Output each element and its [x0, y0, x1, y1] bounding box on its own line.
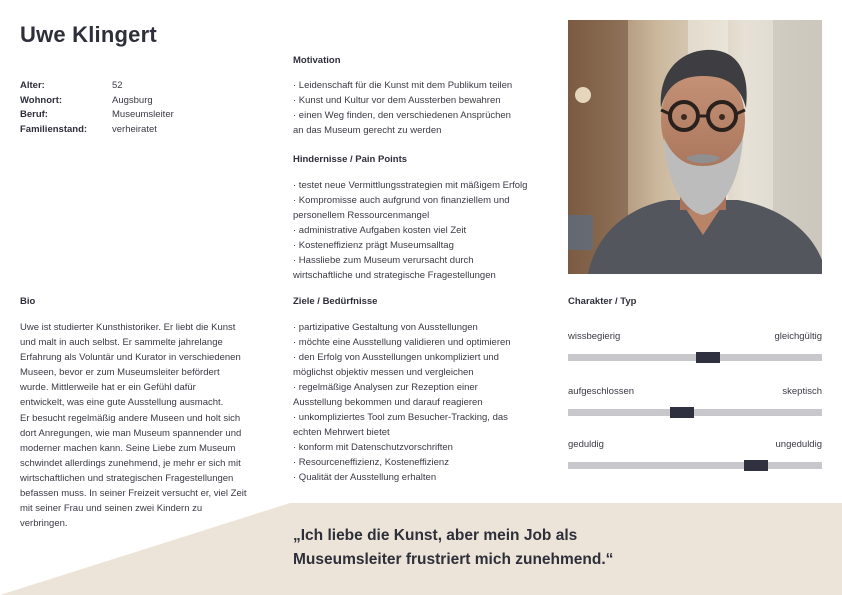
fact-row: [20, 108, 174, 123]
bio-line: Museen, bevor er zum Museumsleiter befördert: [20, 367, 220, 379]
list-item: · Kosteneffizienz prägt Museumsalltag: [293, 240, 454, 251]
fact-row: [20, 94, 174, 109]
character-slider: [568, 331, 822, 361]
list-item: · testet neue Vermittlungsstrategien mit mäßigem Erfolg: [293, 180, 528, 191]
list-item: · Qualität der Ausstellung erhalten: [293, 472, 437, 483]
bio-line: Erfahrung als Voluntär und Kurator in verschiedenen: [20, 352, 241, 364]
list-item: · Leidenschaft für die Kunst mit dem Publikum teilen: [293, 80, 513, 91]
bio-line: Uwe ist studierter Kunsthistoriker. Er liebt die Kunst: [20, 322, 236, 333]
slider-track: [568, 354, 822, 361]
list-item: · Kompromisse auch aufgrund von finanziellem und: [293, 195, 510, 206]
bio-line: mit seiner Frau und seinen zwei Kindern zu: [20, 503, 203, 515]
bio-line: dort Anregungen, wie man Museum spannender und: [20, 427, 242, 439]
list-item: · unkompliziertes Tool zum Besucher-Tracking, das: [293, 412, 508, 423]
fact-label: Alter:: [20, 80, 45, 91]
fact-label: Wohnort:: [20, 94, 63, 106]
character-slider: [568, 439, 822, 469]
list-item: möglichst objektiv messen und vergleichen: [293, 367, 474, 378]
slider-labels: [568, 439, 822, 450]
fact-value: verheiratet: [112, 123, 157, 135]
persona-photo: [568, 20, 822, 274]
list-item: echten Mehrwert bietet: [293, 427, 390, 438]
list-item: · Resourceneffizienz, Kosteneffizienz: [293, 457, 449, 468]
slider-labels: [568, 386, 822, 397]
slider-left-label: geduldig: [568, 439, 604, 450]
motivation-list: [293, 78, 512, 138]
portrait-illustration: [568, 20, 822, 274]
bio-text: [20, 320, 247, 531]
bio-line: befassen muss. In seiner Freizeit versucht er, viel Zeit: [20, 488, 247, 500]
fact-value: Museumsleiter: [112, 109, 174, 120]
list-item: · den Erfolg von Ausstellungen unkompliziert und: [293, 352, 499, 363]
quote-line: Museumsleiter frustriert mich zunehmend.“: [293, 551, 614, 568]
slider-right-label: gleichgültig: [774, 331, 822, 342]
fact-value: 52: [112, 80, 123, 91]
motivation-heading: Motivation: [293, 55, 341, 66]
slider-knob: [744, 460, 768, 471]
bio-line: Er besucht regelmäßig andere Museen und holt sich: [20, 412, 241, 424]
bio-line: und malt in auch selbst. Er sammelte jahrelange: [20, 337, 223, 349]
list-item: · regelmäßige Analysen zur Rezeption einer: [293, 382, 478, 393]
pain-points-heading: Hindernisse / Pain Points: [293, 154, 408, 165]
slider-track: [568, 409, 822, 416]
slider-left-label: wissbegierig: [568, 331, 621, 342]
bio-line: schwindet allerdings zunehmend, je mehr er sich mit: [20, 457, 241, 469]
bio-line: wirtschaftlichen und strategischen Fragestellungen: [20, 472, 234, 484]
persona-facts: [20, 79, 174, 137]
slider-right-label: ungeduldig: [775, 439, 822, 450]
slider-knob: [696, 352, 720, 363]
list-item: an das Museum gerecht zu werden: [293, 125, 442, 136]
slider-track: [568, 462, 822, 469]
bio-heading: Bio: [20, 296, 36, 307]
quote-line: „Ich liebe die Kunst, aber mein Job als: [293, 527, 578, 544]
fact-label: Familienstand:: [20, 123, 88, 135]
list-item: personellem Ressourcenmangel: [293, 210, 430, 221]
bio-line: entwickelt, was eine gute Ausstellung ausmacht.: [20, 397, 224, 409]
fact-label: Beruf:: [20, 109, 48, 120]
slider-left-label: aufgeschlossen: [568, 386, 635, 397]
goals-list: [293, 320, 511, 485]
list-item: · Hassliebe zum Museum verursacht durch: [293, 255, 474, 266]
list-item: · partizipative Gestaltung von Ausstellungen: [293, 322, 478, 333]
bio-line: moderner machen kann. Seine Liebe zum Museum: [20, 442, 236, 454]
persona-name: Uwe Klingert: [20, 22, 157, 47]
fact-row: [20, 79, 174, 94]
bio-line: verbringen.: [20, 518, 68, 530]
pain-points-list: [293, 178, 527, 283]
list-item: · konform mit Datenschutzvorschriften: [293, 442, 453, 453]
list-item: wirtschaftliche und strategische Fragestellungen: [293, 270, 496, 281]
list-item: · einen Weg finden, den verschiedenen Ansprüchen: [293, 110, 511, 121]
goals-heading: Ziele / Bedürfnisse: [293, 296, 378, 307]
slider-labels: [568, 331, 822, 342]
list-item: · möchte eine Ausstellung validieren und optimieren: [293, 337, 511, 348]
bio-line: wurde. Mittlerweile hat er ein Gefühl dafür: [20, 382, 196, 394]
character-slider: [568, 386, 822, 416]
fact-value: Augsburg: [112, 94, 153, 106]
fact-row: [20, 123, 174, 138]
list-item: · administrative Aufgaben kosten viel Zeit: [293, 225, 467, 236]
slider-right-label: skeptisch: [782, 386, 822, 397]
character-heading: Charakter / Typ: [568, 296, 637, 307]
list-item: Ausstellung bekommen und darauf reagieren: [293, 397, 483, 408]
persona-quote: [293, 524, 613, 572]
list-item: · Kunst und Kultur vor dem Aussterben bewahren: [293, 95, 501, 106]
slider-knob: [670, 407, 694, 418]
